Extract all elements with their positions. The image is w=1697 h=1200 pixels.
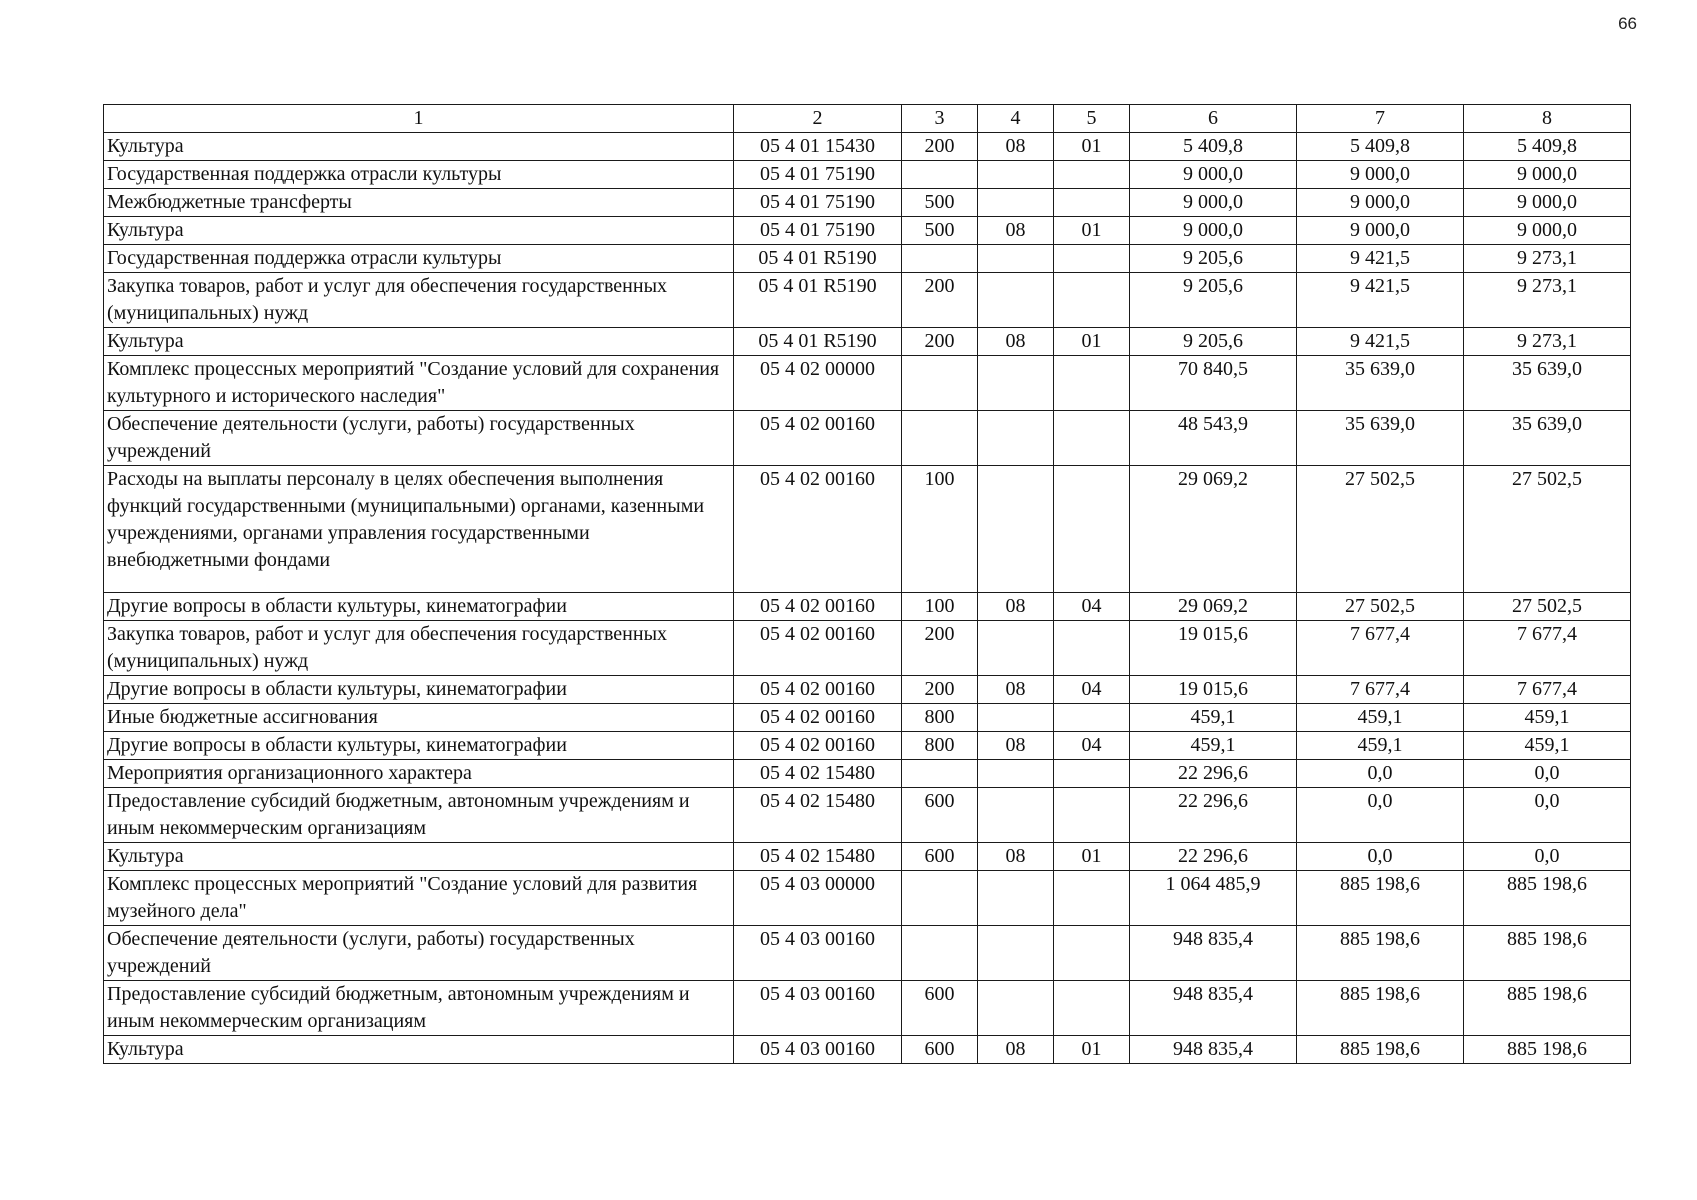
table-row <box>104 621 1631 676</box>
header-cell: 1 <box>104 105 734 133</box>
row-code-cell: 05 4 01 R5190 <box>734 245 902 273</box>
table-row <box>104 217 1631 245</box>
row-amount-year3-cell: 5 409,8 <box>1464 133 1631 161</box>
row-amount-year3-cell: 885 198,6 <box>1464 926 1631 981</box>
row-subsection-cell: 04 <box>1054 593 1130 621</box>
row-amount-year3-cell: 459,1 <box>1464 704 1631 732</box>
row-amount-year3-cell: 9 000,0 <box>1464 189 1631 217</box>
row-amount-year2-cell: 0,0 <box>1297 843 1464 871</box>
row-name-cell: Культура <box>104 843 734 871</box>
row-subsection-cell <box>1054 273 1130 328</box>
row-amount-year1-cell: 29 069,2 <box>1130 466 1297 593</box>
row-section-cell <box>978 356 1054 411</box>
row-name-cell: Другие вопросы в области культуры, кинематографии <box>104 593 734 621</box>
row-amount-year2-cell: 9 421,5 <box>1297 245 1464 273</box>
row-section-cell <box>978 704 1054 732</box>
row-amount-year3-cell: 885 198,6 <box>1464 981 1631 1036</box>
row-expense-type-cell: 500 <box>902 189 978 217</box>
row-name-cell: Расходы на выплаты персоналу в целях обеспечения выполнения функций государственными (муниципальными) органами, казенными учреждениями, органами управления государственными внебюджетными фондами <box>104 466 734 593</box>
row-amount-year2-cell: 35 639,0 <box>1297 411 1464 466</box>
row-amount-year2-cell: 5 409,8 <box>1297 133 1464 161</box>
header-cell: 4 <box>978 105 1054 133</box>
row-section-cell <box>978 621 1054 676</box>
row-subsection-cell: 01 <box>1054 843 1130 871</box>
row-name-cell: Мероприятия организационного характера <box>104 760 734 788</box>
row-expense-type-cell <box>902 411 978 466</box>
row-amount-year1-cell: 459,1 <box>1130 732 1297 760</box>
table-row <box>104 926 1631 981</box>
row-subsection-cell: 01 <box>1054 217 1130 245</box>
row-section-cell <box>978 411 1054 466</box>
table-row <box>104 843 1631 871</box>
row-code-cell: 05 4 03 00160 <box>734 926 902 981</box>
table-row <box>104 356 1631 411</box>
row-amount-year2-cell: 9 421,5 <box>1297 273 1464 328</box>
row-subsection-cell: 01 <box>1054 1036 1130 1064</box>
row-amount-year3-cell: 7 677,4 <box>1464 621 1631 676</box>
row-name-cell: Государственная поддержка отрасли культуры <box>104 245 734 273</box>
table-row <box>104 411 1631 466</box>
row-amount-year2-cell: 885 198,6 <box>1297 926 1464 981</box>
row-section-cell: 08 <box>978 217 1054 245</box>
row-subsection-cell: 01 <box>1054 133 1130 161</box>
row-section-cell <box>978 273 1054 328</box>
row-amount-year1-cell: 1 064 485,9 <box>1130 871 1297 926</box>
row-subsection-cell: 04 <box>1054 676 1130 704</box>
row-subsection-cell <box>1054 926 1130 981</box>
row-name-cell: Культура <box>104 328 734 356</box>
row-amount-year3-cell: 9 000,0 <box>1464 217 1631 245</box>
row-name-cell: Предоставление субсидий бюджетным, автономным учреждениям и иным некоммерческим организациям <box>104 981 734 1036</box>
table-row <box>104 871 1631 926</box>
row-amount-year1-cell: 9 000,0 <box>1130 189 1297 217</box>
table-header <box>104 105 1631 133</box>
row-section-cell <box>978 466 1054 593</box>
row-expense-type-cell <box>902 245 978 273</box>
row-code-cell: 05 4 01 R5190 <box>734 328 902 356</box>
row-expense-type-cell <box>902 926 978 981</box>
row-subsection-cell <box>1054 411 1130 466</box>
row-amount-year2-cell: 9 000,0 <box>1297 217 1464 245</box>
row-section-cell: 08 <box>978 593 1054 621</box>
row-expense-type-cell <box>902 871 978 926</box>
header-cell: 3 <box>902 105 978 133</box>
row-code-cell: 05 4 02 00000 <box>734 356 902 411</box>
table-row <box>104 328 1631 356</box>
row-section-cell: 08 <box>978 843 1054 871</box>
row-section-cell <box>978 760 1054 788</box>
row-subsection-cell <box>1054 189 1130 217</box>
row-code-cell: 05 4 02 00160 <box>734 466 902 593</box>
row-code-cell: 05 4 01 75190 <box>734 161 902 189</box>
row-amount-year2-cell: 27 502,5 <box>1297 593 1464 621</box>
row-expense-type-cell <box>902 760 978 788</box>
table-row <box>104 161 1631 189</box>
row-name-cell: Предоставление субсидий бюджетным, автономным учреждениям и иным некоммерческим организациям <box>104 788 734 843</box>
row-amount-year3-cell: 9 273,1 <box>1464 273 1631 328</box>
row-amount-year3-cell: 27 502,5 <box>1464 593 1631 621</box>
row-subsection-cell: 04 <box>1054 732 1130 760</box>
row-amount-year1-cell: 70 840,5 <box>1130 356 1297 411</box>
header-row <box>104 105 1631 133</box>
row-name-cell: Культура <box>104 217 734 245</box>
row-amount-year2-cell: 9 000,0 <box>1297 161 1464 189</box>
row-expense-type-cell: 800 <box>902 704 978 732</box>
table-row <box>104 189 1631 217</box>
row-amount-year2-cell: 885 198,6 <box>1297 981 1464 1036</box>
row-expense-type-cell <box>902 161 978 189</box>
row-subsection-cell <box>1054 704 1130 732</box>
row-amount-year1-cell: 9 000,0 <box>1130 161 1297 189</box>
row-amount-year1-cell: 5 409,8 <box>1130 133 1297 161</box>
row-name-cell: Межбюджетные трансферты <box>104 189 734 217</box>
row-section-cell <box>978 871 1054 926</box>
row-code-cell: 05 4 01 75190 <box>734 189 902 217</box>
row-amount-year3-cell: 885 198,6 <box>1464 1036 1631 1064</box>
table-row <box>104 273 1631 328</box>
row-amount-year1-cell: 948 835,4 <box>1130 981 1297 1036</box>
row-expense-type-cell: 100 <box>902 593 978 621</box>
row-code-cell: 05 4 02 00160 <box>734 676 902 704</box>
row-amount-year2-cell: 885 198,6 <box>1297 871 1464 926</box>
row-amount-year1-cell: 9 205,6 <box>1130 328 1297 356</box>
row-section-cell <box>978 788 1054 843</box>
row-expense-type-cell: 600 <box>902 1036 978 1064</box>
row-amount-year2-cell: 9 000,0 <box>1297 189 1464 217</box>
row-section-cell: 08 <box>978 676 1054 704</box>
row-amount-year1-cell: 19 015,6 <box>1130 676 1297 704</box>
row-name-cell: Другие вопросы в области культуры, кинематографии <box>104 676 734 704</box>
table-row <box>104 732 1631 760</box>
row-amount-year3-cell: 9 000,0 <box>1464 161 1631 189</box>
row-name-cell: Иные бюджетные ассигнования <box>104 704 734 732</box>
row-code-cell: 05 4 03 00160 <box>734 1036 902 1064</box>
budget-table <box>103 104 1631 1064</box>
row-code-cell: 05 4 01 R5190 <box>734 273 902 328</box>
row-code-cell: 05 4 03 00160 <box>734 981 902 1036</box>
row-code-cell: 05 4 02 15480 <box>734 843 902 871</box>
row-name-cell: Культура <box>104 1036 734 1064</box>
row-expense-type-cell: 200 <box>902 133 978 161</box>
row-section-cell <box>978 981 1054 1036</box>
row-expense-type-cell: 100 <box>902 466 978 593</box>
row-expense-type-cell: 600 <box>902 843 978 871</box>
row-code-cell: 05 4 03 00000 <box>734 871 902 926</box>
row-expense-type-cell: 800 <box>902 732 978 760</box>
row-amount-year3-cell: 885 198,6 <box>1464 871 1631 926</box>
row-section-cell <box>978 189 1054 217</box>
row-amount-year2-cell: 7 677,4 <box>1297 621 1464 676</box>
row-amount-year1-cell: 22 296,6 <box>1130 788 1297 843</box>
row-expense-type-cell: 600 <box>902 788 978 843</box>
row-section-cell: 08 <box>978 732 1054 760</box>
table-body <box>104 133 1631 1064</box>
row-code-cell: 05 4 01 75190 <box>734 217 902 245</box>
row-amount-year2-cell: 35 639,0 <box>1297 356 1464 411</box>
row-name-cell: Комплекс процессных мероприятий "Создание условий для развития музейного дела" <box>104 871 734 926</box>
row-amount-year1-cell: 9 205,6 <box>1130 273 1297 328</box>
row-code-cell: 05 4 01 15430 <box>734 133 902 161</box>
row-name-cell: Обеспечение деятельности (услуги, работы) государственных учреждений <box>104 926 734 981</box>
row-expense-type-cell: 200 <box>902 621 978 676</box>
row-amount-year2-cell: 885 198,6 <box>1297 1036 1464 1064</box>
row-amount-year2-cell: 9 421,5 <box>1297 328 1464 356</box>
row-expense-type-cell <box>902 356 978 411</box>
row-name-cell: Другие вопросы в области культуры, кинематографии <box>104 732 734 760</box>
row-name-cell: Комплекс процессных мероприятий "Создание условий для сохранения культурного и исторического наследия" <box>104 356 734 411</box>
row-amount-year1-cell: 22 296,6 <box>1130 843 1297 871</box>
row-amount-year3-cell: 0,0 <box>1464 760 1631 788</box>
row-amount-year1-cell: 948 835,4 <box>1130 1036 1297 1064</box>
header-cell: 8 <box>1464 105 1631 133</box>
row-code-cell: 05 4 02 15480 <box>734 788 902 843</box>
row-amount-year3-cell: 7 677,4 <box>1464 676 1631 704</box>
row-amount-year3-cell: 9 273,1 <box>1464 328 1631 356</box>
row-name-cell: Культура <box>104 133 734 161</box>
row-name-cell: Обеспечение деятельности (услуги, работы) государственных учреждений <box>104 411 734 466</box>
row-expense-type-cell: 500 <box>902 217 978 245</box>
row-section-cell: 08 <box>978 328 1054 356</box>
row-amount-year3-cell: 27 502,5 <box>1464 466 1631 593</box>
row-amount-year3-cell: 9 273,1 <box>1464 245 1631 273</box>
row-amount-year2-cell: 459,1 <box>1297 704 1464 732</box>
row-amount-year2-cell: 459,1 <box>1297 732 1464 760</box>
row-amount-year1-cell: 29 069,2 <box>1130 593 1297 621</box>
row-subsection-cell: 01 <box>1054 328 1130 356</box>
row-amount-year2-cell: 0,0 <box>1297 760 1464 788</box>
row-amount-year1-cell: 9 205,6 <box>1130 245 1297 273</box>
row-section-cell <box>978 926 1054 981</box>
row-amount-year3-cell: 35 639,0 <box>1464 411 1631 466</box>
header-cell: 5 <box>1054 105 1130 133</box>
row-name-cell: Закупка товаров, работ и услуг для обеспечения государственных (муниципальных) нужд <box>104 621 734 676</box>
row-subsection-cell <box>1054 245 1130 273</box>
table-row <box>104 245 1631 273</box>
table-row <box>104 133 1631 161</box>
row-amount-year1-cell: 48 543,9 <box>1130 411 1297 466</box>
row-name-cell: Закупка товаров, работ и услуг для обеспечения государственных (муниципальных) нужд <box>104 273 734 328</box>
row-section-cell <box>978 245 1054 273</box>
row-subsection-cell <box>1054 760 1130 788</box>
row-amount-year3-cell: 0,0 <box>1464 788 1631 843</box>
row-amount-year2-cell: 0,0 <box>1297 788 1464 843</box>
row-amount-year3-cell: 459,1 <box>1464 732 1631 760</box>
row-section-cell <box>978 161 1054 189</box>
row-amount-year1-cell: 948 835,4 <box>1130 926 1297 981</box>
table-row <box>104 593 1631 621</box>
row-amount-year2-cell: 7 677,4 <box>1297 676 1464 704</box>
row-expense-type-cell: 200 <box>902 328 978 356</box>
row-section-cell: 08 <box>978 133 1054 161</box>
table-row <box>104 981 1631 1036</box>
row-amount-year1-cell: 22 296,6 <box>1130 760 1297 788</box>
row-expense-type-cell: 200 <box>902 273 978 328</box>
row-code-cell: 05 4 02 00160 <box>734 732 902 760</box>
row-code-cell: 05 4 02 00160 <box>734 704 902 732</box>
table-row <box>104 760 1631 788</box>
row-amount-year1-cell: 9 000,0 <box>1130 217 1297 245</box>
row-section-cell: 08 <box>978 1036 1054 1064</box>
table-row <box>104 788 1631 843</box>
row-subsection-cell <box>1054 871 1130 926</box>
row-code-cell: 05 4 02 00160 <box>734 621 902 676</box>
row-amount-year3-cell: 35 639,0 <box>1464 356 1631 411</box>
row-amount-year1-cell: 459,1 <box>1130 704 1297 732</box>
row-amount-year2-cell: 27 502,5 <box>1297 466 1464 593</box>
row-subsection-cell <box>1054 466 1130 593</box>
row-subsection-cell <box>1054 981 1130 1036</box>
table-row <box>104 1036 1631 1064</box>
table-row <box>104 704 1631 732</box>
row-code-cell: 05 4 02 15480 <box>734 760 902 788</box>
header-cell: 2 <box>734 105 902 133</box>
row-code-cell: 05 4 02 00160 <box>734 593 902 621</box>
row-expense-type-cell: 600 <box>902 981 978 1036</box>
row-subsection-cell <box>1054 788 1130 843</box>
row-code-cell: 05 4 02 00160 <box>734 411 902 466</box>
row-subsection-cell <box>1054 356 1130 411</box>
row-subsection-cell <box>1054 161 1130 189</box>
table-row <box>104 676 1631 704</box>
header-cell: 7 <box>1297 105 1464 133</box>
header-cell: 6 <box>1130 105 1297 133</box>
table-row <box>104 466 1631 593</box>
row-name-cell: Государственная поддержка отрасли культуры <box>104 161 734 189</box>
row-amount-year3-cell: 0,0 <box>1464 843 1631 871</box>
row-expense-type-cell: 200 <box>902 676 978 704</box>
row-subsection-cell <box>1054 621 1130 676</box>
page-number: 66 <box>1618 14 1637 33</box>
row-amount-year1-cell: 19 015,6 <box>1130 621 1297 676</box>
